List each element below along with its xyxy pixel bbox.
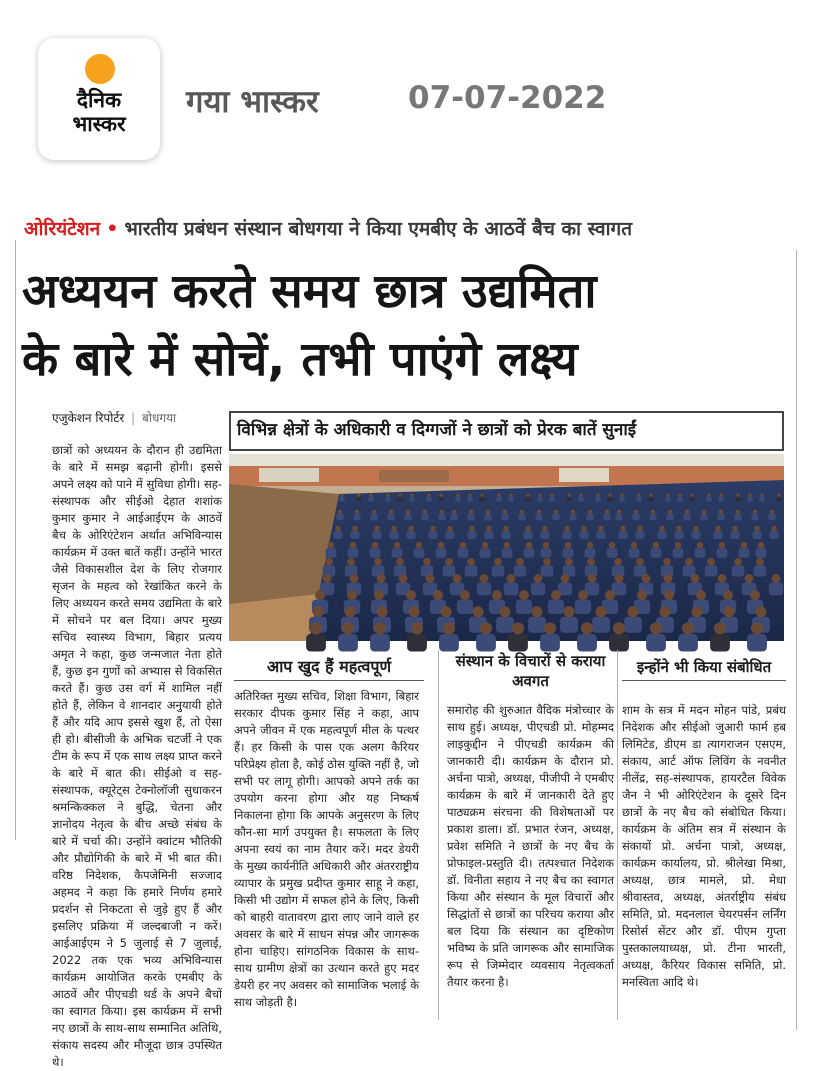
left-neighbour-column-edge — [0, 296, 13, 856]
article-column-4: शाम के सत्र में मदन मोहन पांडे, प्रबंध निदेशक और सीईओ जुआरी फार्म हब लिमिटेड, डीएम डा त्यागराजन एसएम, संकाय, आर्ट ऑफ लिविंग के नवनीत नीलेंद्र, सह-संस्थापक, हायरटैल विवेक जैन ने भी ओरिएंटेशन के दूसरे दिन छात्रों के नए बैच को संबोधित किया। कार्यक्रम के अंतिम सत्र में संस्थान के संकायों प्रो. अर्चना पात्रो, अध्यक्ष, कार्यक्रम कार्यालय, प्रो. श्रीलेखा मिश्रा, अध्यक्ष, छात्र मामले, प्रो. मेधा श्रीवास्तव, अध्यक्ष, अंतर्राष्ट्रीय संबंध समिति, प्रो. मदनलाल चेयरपर्सन लर्निंग रिसोर्स सेंटर और डॉ. पीएम गुप्ता पुस्तकालयाध्यक्ष, प्रो. टीना भारती, अध्यक्ष, कैरियर विकास समिति, प्रो. मनस्विता आदि थे। — [622, 703, 786, 989]
edition-title: गया भास्कर — [186, 84, 319, 120]
sun-icon — [85, 54, 115, 84]
auditorium-photo — [229, 454, 784, 641]
subhead-rule — [622, 680, 786, 681]
subhead-institute-ideas: संस्थान के विचारों से कराया अवगत — [455, 652, 606, 690]
subhead-you-are-important: आप खुद हैं महत्वपूर्ण — [266, 657, 392, 676]
byline-separator: | — [131, 411, 136, 425]
subhead-rule — [234, 680, 424, 681]
kicker-bullet: • — [106, 218, 119, 240]
byline — [52, 409, 176, 426]
article-column-1: छात्रों को अध्ययन के दौरान ही उद्यमिता के बारे में समझ बढ़ानी होगी। इससे अपने लक्ष्य को पाने में सुविधा होगी। सह-संस्थापक और सीईओ देहात शशांक कुमार कुमार ने आईआईएम के आठवें बैच के ओरिएंटेशन अर्थात अभिविन्यास कार्यक्रम में उक्त बातें कहीं। उन्होंने भारत जैसे विकासशील देश के लिए रोजगार सृजन के महत्व को रेखांकित करने के लिए अध्ययन करते समय उद्यमिता के बारे में सोचने पर बल दिया। अपर मुख्य सचिव स्वास्थ्य विभाग, बिहार प्रत्यय अमृत ने कहा, कुछ जन्मजात नेता होते हैं, कुछ इन गुणों को अभ्यास से विकसित करते हैं। कुछ उस वर्ग में शामिल नहीं होते हैं, लेकिन वे शानदार अनुयायी होते हैं और यदि आप इससे खुश हैं, तो ऐसा ही हो। बीसीजी के अभिक चटर्जी ने एक टीम के रूप में एक साथ लक्ष्य प्राप्त करने के बारे में बात की। सीईओ व सह-संस्थापक, क्यूरेट्स टेक्नोलॉजी सुधाकरन श्रमन्किक्कल ने बुद्धि, चेतना और ज्ञानोदय नेतृत्व के बीच अच्छे संबंध के बारे में चर्चा की। उन्होंने क्वांटम भौतिकी और प्रौद्योगिकी के बारे में भी बात की। वरिष्ठ निदेशक, कैपजेमिनी सज्जाद अहमद ने कहा कि हमारे निर्णय हमारे प्रदर्शन से निकटता से जुड़े हुए हैं और इसलिए प्रक्रिया में जल्दबाजी न करें। आईआईएम ने 5 जुलाई से 7 जुलाई, 2022 तक एक भव्य अभिविन्यास कार्यक्रम आयोजित करके एमबीए के आठवें और पीएचडी थर्ड के अपने बैचों का स्वागत किया। इस कार्यक्रम में सभी नए छात्रों के साथ-साथ सम्मानित अतिथि, संकाय सदस्य और मौजूदा छात्र उपस्थित थे। — [52, 443, 222, 1069]
article-column-3: समारोह की शुरुआत वैदिक मंत्रोच्चार के साथ हुई। अध्यक्ष, पीएचडी प्रो. मोहम्मद लाइकुद्दीन ने पीएचडी कार्यक्रम की जानकारी दी। कार्यक्रम के दौरान प्रो. अर्चना पात्रो, अध्यक्ष, पीजीपी ने एमबीए कार्यक्रम के बारे में जानकारी देते हुए पाठ्यक्रम संरचना की विशेषताओं पर प्रकाश डाला। डॉ. प्रभात रंजन, अध्यक्ष, प्रवेश समिति ने छात्रों के नए बैच के प्रोफाइल-प्रस्तुति दी। तत्पश्चात निदेशक डॉ. विनीता सहाय ने नए बैच का स्वागत किया और संस्थान के मूल विचारों और सिद्धांतों से छात्रों का परिचय कराया और बल दिया कि संस्थान का दृष्टिकोण भविष्य के प्रति जागरूक और सामाजिक रूप से जिम्मेदार व्यवसाय नेतृत्वकर्ता तैयार करना है। — [447, 703, 614, 989]
byline-reporter: एजुकेशन रिपोर्टर — [52, 411, 125, 425]
column-divider — [617, 650, 618, 1020]
column-divider-left — [15, 240, 16, 840]
kicker-text: भारतीय प्रबंधन संस्थान बोधगया ने किया एमबीए के आठवें बैच का स्वागत — [124, 218, 633, 240]
kicker-label: ओरियंटेशन — [24, 218, 101, 240]
byline-place: बोधगया — [142, 411, 177, 425]
logo-text-line2: भास्कर — [72, 112, 126, 136]
headline-line-2: के बारे में सोचें, तभी पाएंगे लक्ष्य — [22, 332, 578, 387]
newspaper-logo — [38, 38, 160, 160]
headline-line-1: अध्ययन करते समय छात्र उद्यमिता — [22, 264, 597, 319]
column-divider-right — [796, 250, 797, 1030]
right-neighbour-column-edge — [799, 210, 818, 1049]
column-divider — [438, 650, 439, 1020]
subhead-also-addressed: इन्होंने भी किया संबोधित — [636, 658, 772, 676]
edition-date: 07-07-2022 — [408, 80, 607, 116]
article-column-2: अतिरिक्त मुख्य सचिव, शिक्षा विभाग, बिहार सरकार दीपक कुमार सिंह ने कहा, आप अपने जीवन में एक महत्वपूर्ण मील के पत्थर हैं। हर किसी के पास एक अलग कैरियर परिप्रेक्ष्य होता है, कोई ठोस युक्ति नहीं है, जो सभी पर लागू होगी। आपको अपने तर्क का उपयोग करना होगा और यह निष्कर्ष निकालना होगा कि आपके अनुसरण के लिए कौन-सा मार्ग उपयुक्त है। सफलता के लिए अपना स्वयं का नाम तैयार करें। मदर डेयरी के मुख्य कार्यनीति अधिकारी और अंतरराष्ट्रीय व्यापार के प्रमुख प्रदीप्त कुमार साहू ने कहा, किसी भी उद्योग में सफल होने के लिए, किसी को बाहरी वातावरण द्वारा लाए जाने वाले हर अवसर के बारे में साधन संपन्न और जागरूक होना चाहिए। सांगठनिक विकास के साथ-साथ ग्रामीण क्षेत्रों का उत्थान करते हुए मदर डेयरी हर नए अवसर को सामाजिक भलाई के साथ जोड़ती है। — [234, 689, 419, 1009]
article-kicker — [24, 215, 794, 241]
photo-caption: विभिन्न क्षेत्रों के अधिकारी व दिग्गजों ने छात्रों को प्रेरक बातें सुनाईं — [229, 411, 784, 451]
logo-text-line1: दैनिक — [76, 88, 122, 112]
